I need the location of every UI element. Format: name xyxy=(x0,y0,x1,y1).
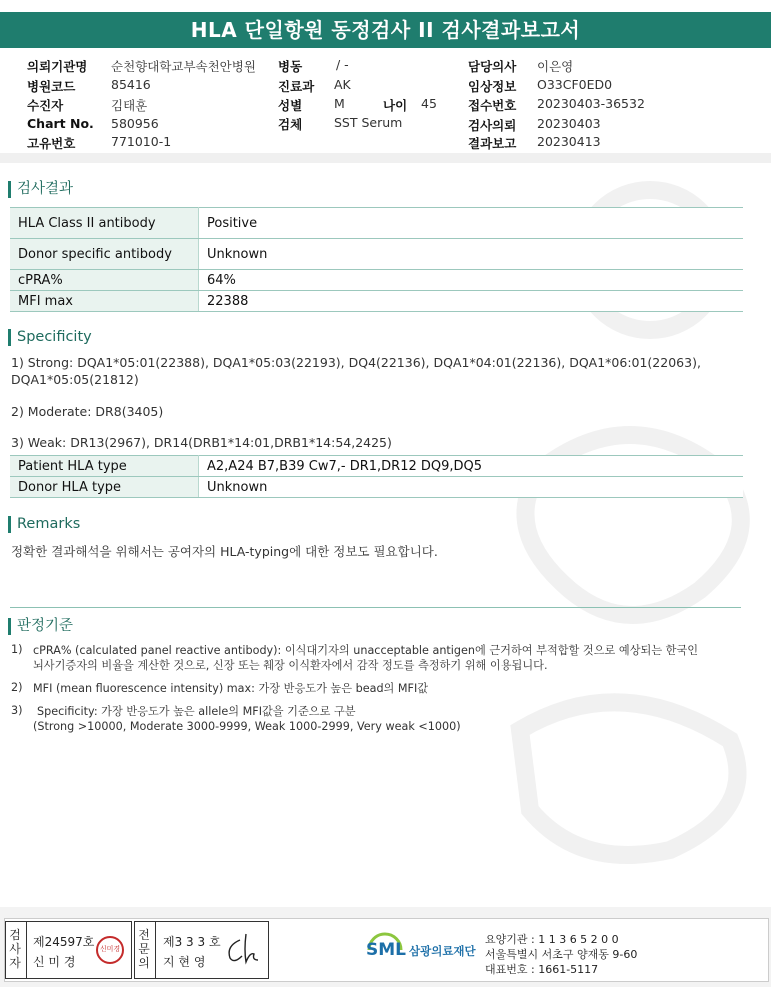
table-row xyxy=(10,208,743,239)
section-divider xyxy=(10,607,741,608)
criteria-num-1: 1) xyxy=(11,643,23,656)
criteria-cpra-line1: cPRA% (calculated panel reactive antibody): 이식대기자의 unacceptable antigen에 근거하여 부적합할 것으로 예상되는 한국인 xyxy=(33,644,699,657)
specificity-moderate: 2) Moderate: DR8(3405) xyxy=(11,404,164,419)
request-label: 검사의뢰 xyxy=(468,118,517,133)
org-phone: 대표번호 : 1661-5117 xyxy=(485,963,599,976)
org-name: 삼광의료재단 xyxy=(409,944,476,958)
table-row xyxy=(10,239,743,270)
examiner-number: 제24597호 xyxy=(33,935,95,949)
criteria-num-3: 3) xyxy=(11,704,23,717)
chart-label: Chart No. xyxy=(27,116,94,131)
examiner-label-char: 검 xyxy=(9,928,21,942)
specificity-strong-line1: 1) Strong: DQA1*05:01(22388), DQA1*05:03(22193), DQ4(22136), DQA1*04:01(22136), DQA1*06:01(22063), xyxy=(11,355,701,370)
doctor-label: 담당의사 xyxy=(468,59,517,74)
criteria-specificity-line2: (Strong >10000, Moderate 3000-9999, Weak 1000-2999, Very weak <1000) xyxy=(33,720,461,733)
hla-value: Unknown xyxy=(199,477,744,498)
age-value: 45 xyxy=(421,96,437,111)
table-row xyxy=(10,270,743,291)
sex-value: M xyxy=(334,96,345,111)
specialist-number: 제3 3 3 호 xyxy=(163,935,221,949)
code-label: 병원코드 xyxy=(27,79,76,94)
remarks-title: Remarks xyxy=(8,516,80,533)
id-label: 고유번호 xyxy=(27,136,76,151)
remarks-text: 정확한 결과해석을 위해서는 공여자의 HLA-typing에 대한 정보도 필요합니다. xyxy=(11,544,438,559)
hla-key: Patient HLA type xyxy=(10,456,199,477)
dept-value: AK xyxy=(334,77,351,92)
specificity-weak: 3) Weak: DR13(2967), DR14(DRB1*14:01,DRB1*14:54,2425) xyxy=(11,435,392,450)
specimen-label: 검체 xyxy=(278,117,303,132)
patient-info xyxy=(0,0,771,150)
result-key: HLA Class II antibody xyxy=(10,208,199,239)
hospital-value: 순천향대학교부속천안병원 xyxy=(111,59,256,74)
table-row xyxy=(10,456,743,477)
result-value: Positive xyxy=(199,208,744,239)
result-key: MFI max xyxy=(10,291,199,312)
table-row xyxy=(10,477,743,498)
specimen-value: SST Serum xyxy=(334,115,403,130)
header-divider xyxy=(0,153,771,163)
hla-value: A2,A24 B7,B39 Cw7,- DR1,DR12 DQ9,DQ5 xyxy=(199,456,744,477)
criteria-specificity-line1: Specificity: 가장 반응도가 높은 allele의 MFI값을 기준으로 구분 xyxy=(37,705,356,718)
receipt-label: 접수번호 xyxy=(468,98,517,113)
hla-table xyxy=(10,455,743,498)
clinical-value: O33CF0ED0 xyxy=(537,77,613,92)
ward-label: 병동 xyxy=(278,59,303,74)
dept-label: 진료과 xyxy=(278,79,315,94)
id-value: 771010-1 xyxy=(111,134,172,149)
hla-key: Donor HLA type xyxy=(10,477,199,498)
specialist-label-char: 문 xyxy=(138,942,150,956)
result-key: cPRA% xyxy=(10,270,199,291)
org-code: 요양기관 : 1 1 3 6 5 2 0 0 xyxy=(485,933,619,946)
hospital-label: 의뢰기관명 xyxy=(27,59,88,74)
specificity-strong-line2: DQA1*05:05(21812) xyxy=(11,372,139,387)
chart-value: 580956 xyxy=(111,116,159,131)
criteria-mfi: MFI (mean fluorescence intensity) max: 가장 반응도가 높은 bead의 MFI값 xyxy=(33,682,429,695)
report-title: HLA 단일항원 동정검사 II 검사결과보고서 xyxy=(0,12,771,48)
sex-label: 성별 xyxy=(278,98,303,113)
examiner-name: 신 미 경 xyxy=(33,955,76,969)
table-row xyxy=(10,291,743,312)
specificity-title: Specificity xyxy=(8,329,92,346)
examiner-label-char: 사 xyxy=(9,942,21,956)
request-value: 20230403 xyxy=(537,116,601,131)
result-value: Unknown xyxy=(199,239,744,270)
org-address: 서울특별시 서초구 양재동 9-60 xyxy=(485,948,638,961)
doctor-value: 이은영 xyxy=(537,59,574,74)
results-title: 검사결과 xyxy=(8,181,73,198)
patient-label: 수진자 xyxy=(27,98,64,113)
ward-value: / - xyxy=(336,57,349,72)
report-value: 20230413 xyxy=(537,134,601,149)
results-table xyxy=(10,207,743,312)
clinical-label: 임상정보 xyxy=(468,79,517,94)
report-label: 결과보고 xyxy=(468,136,517,151)
result-key: Donor specific antibody xyxy=(10,239,199,270)
patient-value: 김태훈 xyxy=(111,98,148,113)
result-value: 64% xyxy=(199,270,744,291)
specialist-label-char: 의 xyxy=(138,956,150,970)
result-value: 22388 xyxy=(199,291,744,312)
age-label: 나이 xyxy=(383,98,408,113)
criteria-title: 판정기준 xyxy=(8,618,73,635)
criteria-num-2: 2) xyxy=(11,681,23,694)
sml-logo-text: SML xyxy=(366,940,406,960)
specialist-name: 지 현 영 xyxy=(163,955,206,969)
examiner-seal-text: 신미경 xyxy=(99,945,121,953)
specialist-label-char: 전 xyxy=(138,928,150,942)
examiner-label-char: 자 xyxy=(9,956,21,970)
code-value: 85416 xyxy=(111,77,151,92)
criteria-cpra-line2: 뇌사기증자의 비율을 계산한 것으로, 신장 또는 췌장 이식환자에서 감작 정도를 측정하기 위해 이용됩니다. xyxy=(33,659,548,672)
specialist-signature xyxy=(222,930,262,970)
receipt-value: 20230403-36532 xyxy=(537,96,645,111)
